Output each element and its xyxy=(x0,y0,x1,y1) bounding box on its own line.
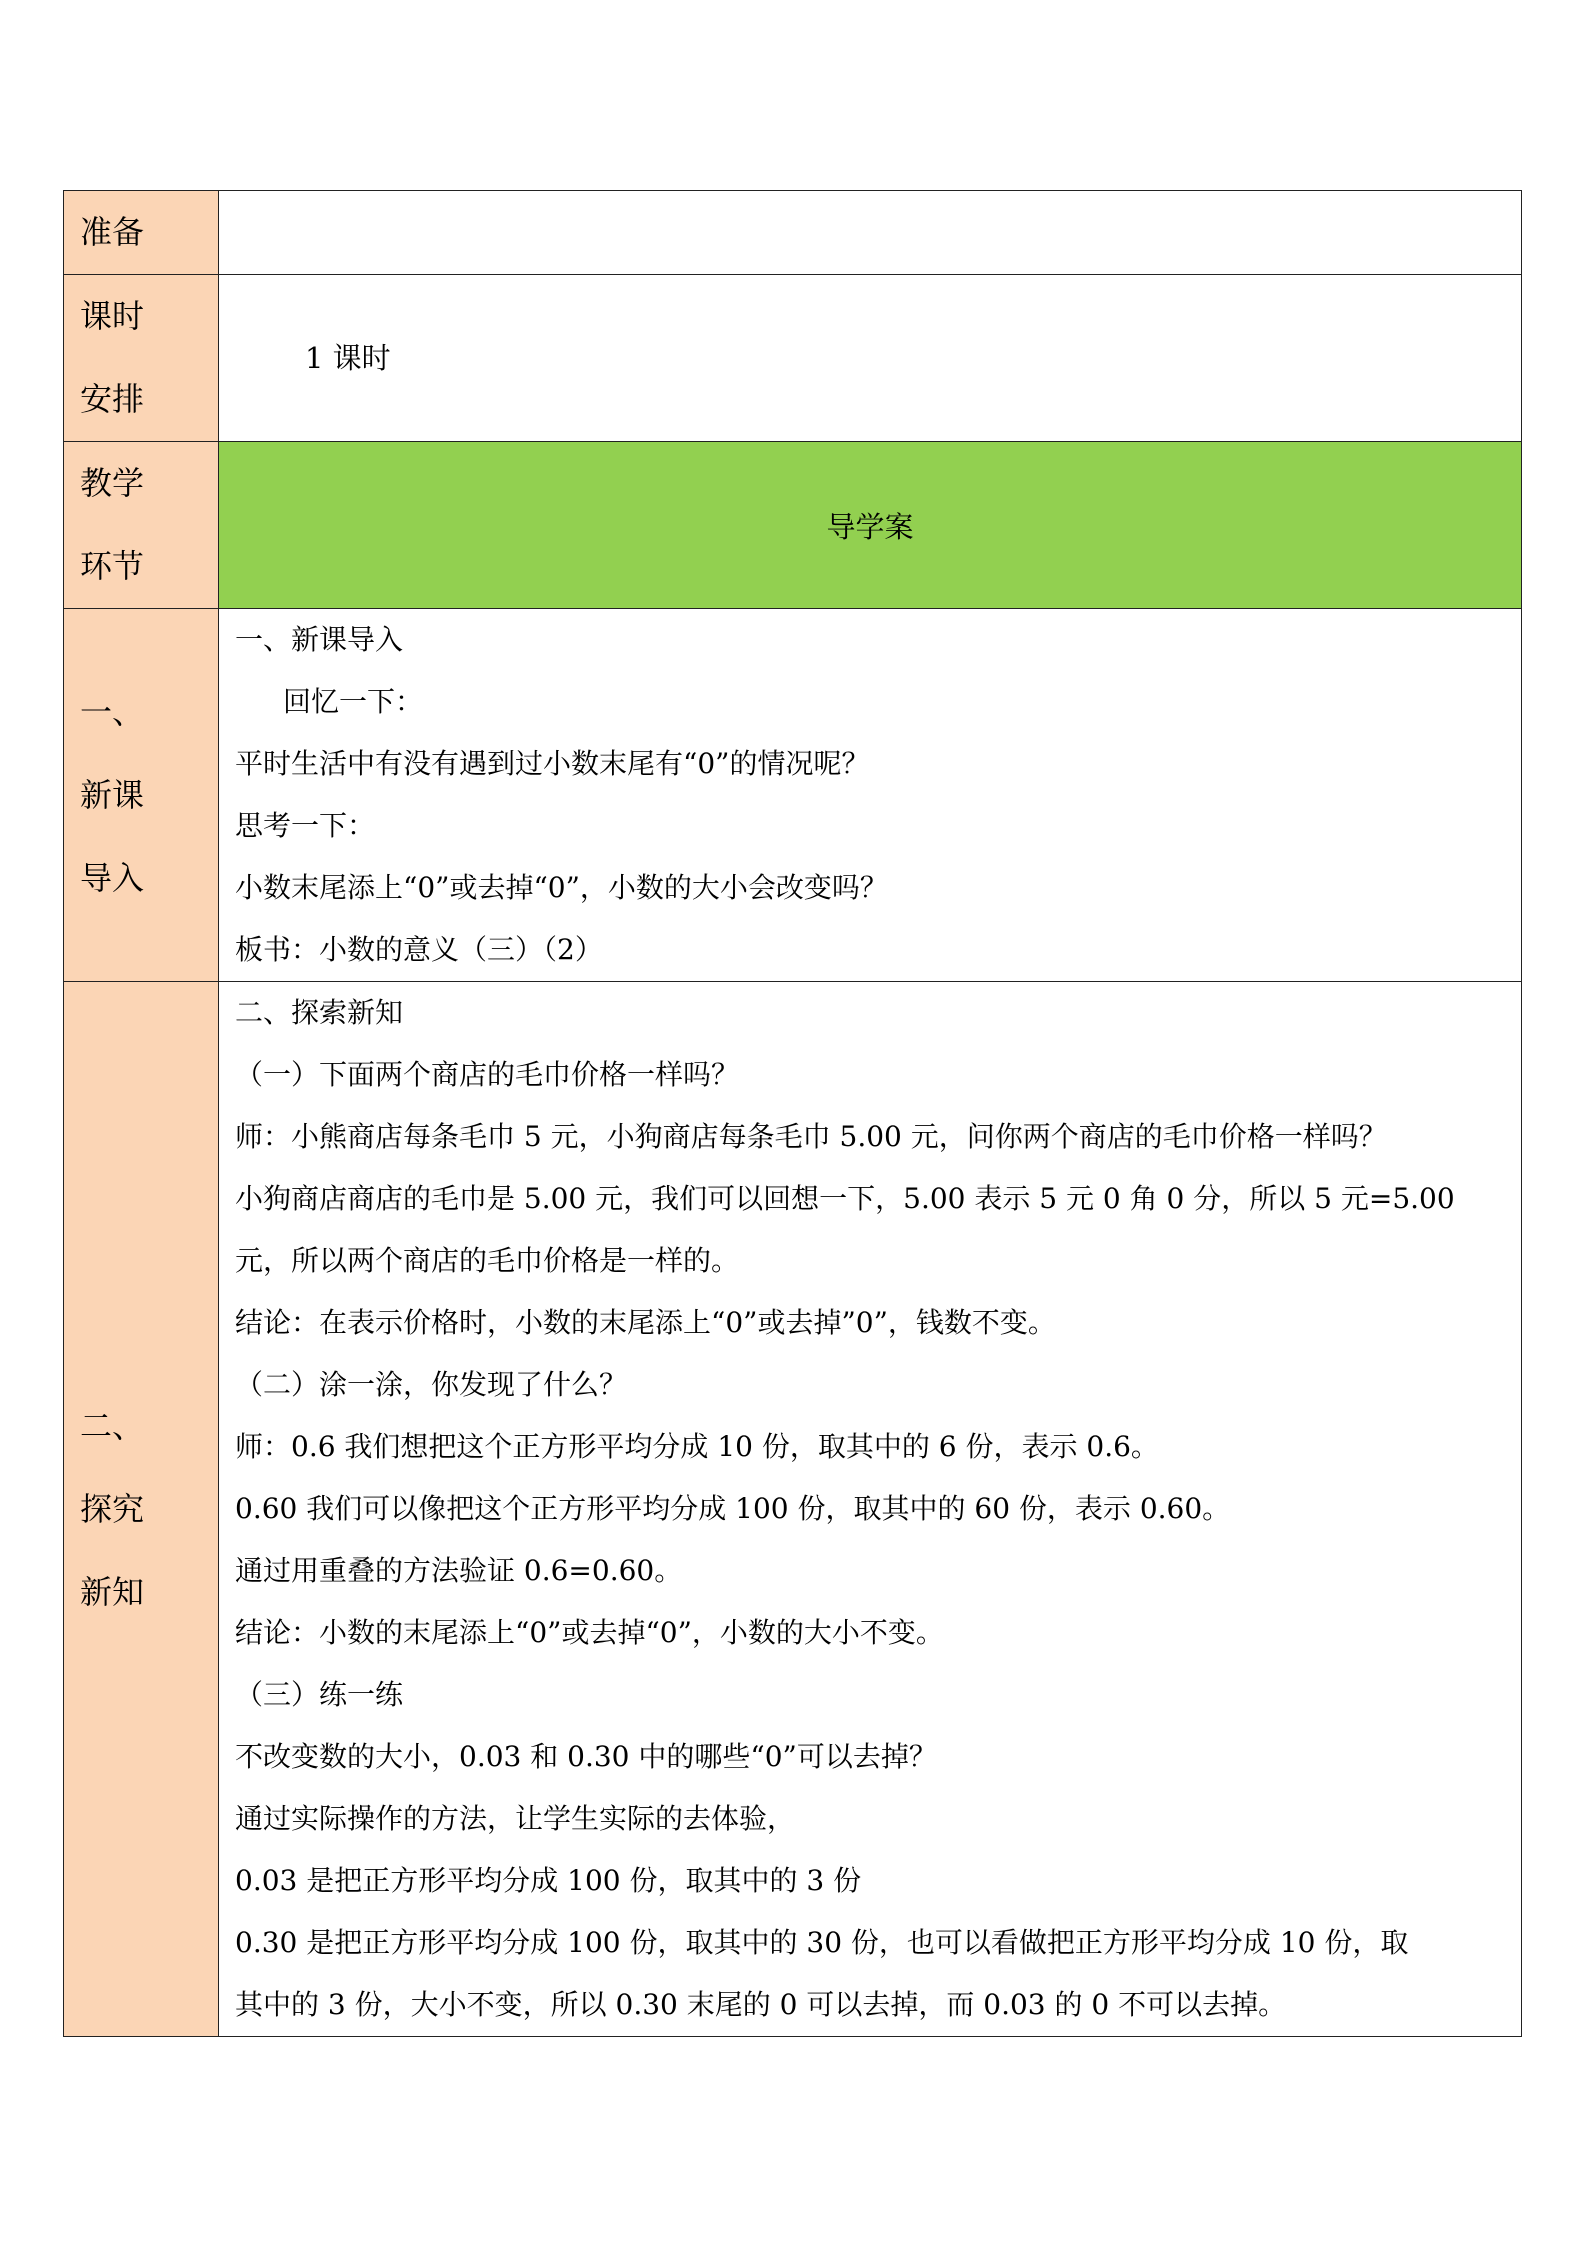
label-text: 二、 xyxy=(80,1406,145,1445)
paragraph-line: 板书：小数的意义（三）（2） xyxy=(235,933,603,966)
paragraph-line: 元，所以两个商店的毛巾价格是一样的。 xyxy=(235,1244,740,1277)
paragraph-line: 小数末尾添上“0”或去掉“0”，小数的大小会改变吗？ xyxy=(235,871,888,904)
label-teaching-stage xyxy=(64,442,219,609)
label-text: 课时 xyxy=(80,297,145,335)
section-heading: 一、新课导入 xyxy=(235,623,404,656)
row-preparation xyxy=(64,191,1522,275)
paragraph-line: 思考一下： xyxy=(235,809,376,842)
paragraph-line: 平时生活中有没有遇到过小数末尾有“0”的情况呢？ xyxy=(235,747,870,780)
row-section-2 xyxy=(64,982,1522,2037)
paragraph-line: 不改变数的大小，0.03 和 0.30 中的哪些“0”可以去掉？ xyxy=(235,1740,937,1773)
paragraph-line: 其中的 3 份，大小不变，所以 0.30 末尾的 0 可以去掉，而 0.03 的 0 不可以去掉。 xyxy=(235,1988,1287,2021)
section-1-content xyxy=(219,609,1522,982)
paragraph-line: 师：0.6 我们想把这个正方形平均分成 10 份，取其中的 6 份，表示 0.6。 xyxy=(235,1430,1159,1463)
row-class-hours xyxy=(64,275,1522,442)
label-section-1 xyxy=(64,609,219,982)
paragraph-line: （三）练一练 xyxy=(235,1678,404,1711)
paragraph-line: 0.03 是把正方形平均分成 100 份，取其中的 3 份 xyxy=(235,1864,862,1897)
label-text: 安排 xyxy=(80,380,145,418)
section-heading: 二、探索新知 xyxy=(235,996,404,1029)
paragraph-line: 结论：在表示价格时，小数的末尾添上“0”或去掉”0”，钱数不变。 xyxy=(235,1306,1056,1339)
paragraph-line: （二）涂一涂，你发现了什么？ xyxy=(235,1368,628,1401)
label-text: 新课 xyxy=(80,775,145,814)
paragraph-line: 回忆一下： xyxy=(283,685,424,718)
paragraph-line: （一）下面两个商店的毛巾价格一样吗？ xyxy=(235,1058,740,1091)
label-text: 一、 xyxy=(80,692,145,731)
row-section-1 xyxy=(64,609,1522,982)
label-preparation xyxy=(64,191,219,275)
class-hours-value: 1 课时 xyxy=(305,341,391,375)
label-text: 准备 xyxy=(80,213,145,251)
label-text: 新知 xyxy=(80,1572,145,1611)
paragraph-line: 结论：小数的末尾添上“0”或去掉“0”，小数的大小不变。 xyxy=(235,1616,944,1649)
lesson-plan-table xyxy=(63,190,1522,2037)
label-text: 探究 xyxy=(80,1489,145,1528)
label-text: 环节 xyxy=(80,547,145,585)
class-hours-content xyxy=(219,275,1522,442)
section-2-content xyxy=(219,982,1522,2037)
label-class-hours xyxy=(64,275,219,442)
paragraph-line: 通过用重叠的方法验证 0.6=0.60。 xyxy=(235,1554,683,1587)
paragraph-line: 小狗商店商店的毛巾是 5.00 元，我们可以回想一下，5.00 表示 5 元 0 角 0 分，所以 5 元=5.00 xyxy=(235,1182,1455,1215)
paragraph-line: 师：小熊商店每条毛巾 5 元，小狗商店每条毛巾 5.00 元，问你两个商店的毛巾价格一样吗？ xyxy=(235,1120,1387,1153)
preparation-content xyxy=(219,191,1522,275)
label-text: 导入 xyxy=(80,858,145,897)
label-text: 教学 xyxy=(80,464,145,502)
label-section-2 xyxy=(64,982,219,2037)
paragraph-line: 0.60 我们可以像把这个正方形平均分成 100 份，取其中的 60 份，表示 0.60。 xyxy=(235,1492,1231,1525)
row-teaching-stage xyxy=(64,442,1522,609)
paragraph-line: 0.30 是把正方形平均分成 100 份，取其中的 30 份，也可以看做把正方形平均分成 10 份，取 xyxy=(235,1926,1409,1959)
paragraph-line: 通过实际操作的方法，让学生实际的去体验， xyxy=(235,1802,796,1835)
guide-header: 导学案 xyxy=(219,442,1522,609)
